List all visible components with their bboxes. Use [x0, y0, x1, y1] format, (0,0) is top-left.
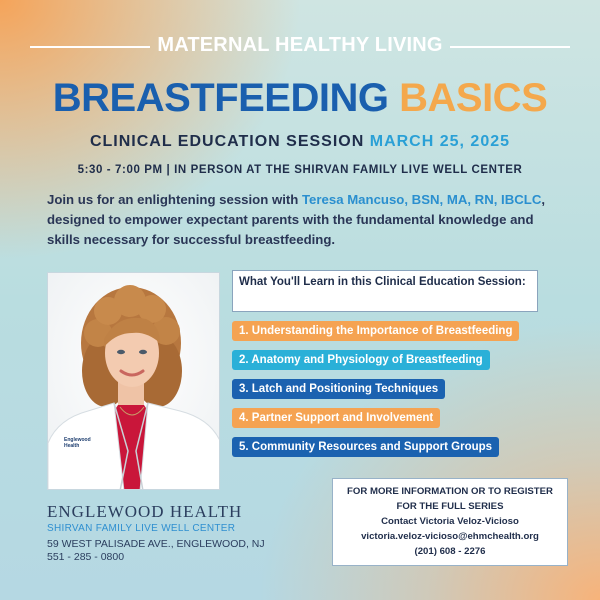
intro-paragraph — [47, 190, 567, 250]
intro-text-after: , designed to empower expectant parents with the fundamental knowledge and skills necessary for successful breastfeeding. — [47, 192, 546, 247]
learn-item-3: 3. Latch and Positioning Techniques — [232, 379, 445, 399]
organization-block — [47, 502, 265, 563]
organization-phone: 551 - 285 - 0800 — [47, 551, 125, 563]
registration-info-box — [332, 478, 568, 566]
event-title — [0, 76, 600, 121]
organization-address: 59 WEST PALISADE AVE., ENGLEWOOD, NJ — [47, 538, 265, 550]
intro-text-before: Join us for an enlightening session with — [47, 192, 302, 207]
learn-item-2: 2. Anatomy and Physiology of Breastfeeding — [232, 350, 490, 370]
session-label: CLINICAL EDUCATION SESSION — [89, 133, 365, 150]
info-email[interactable]: victoria.veloz-vicioso@ehmchealth.org — [361, 531, 539, 542]
info-contact: Contact Victoria Veloz-Vicioso — [381, 516, 519, 527]
learn-item-4: 4. Partner Support and Involvement — [232, 408, 440, 428]
coat-badge-line-2: Health — [64, 443, 80, 449]
coat-badge — [64, 437, 100, 449]
speaker-name: Teresa Mancuso, BSN, MA, RN, IBCLC — [301, 192, 542, 207]
info-phone[interactable]: (201) 608 - 2276 — [414, 546, 486, 557]
info-line-2: FOR THE FULL SERIES — [396, 501, 504, 512]
kicker-heading: MATERNAL HEALTHY LIVING — [157, 34, 443, 56]
title-part-2: BASICS — [399, 76, 548, 120]
info-line-1: FOR MORE INFORMATION OR TO REGISTER — [347, 486, 553, 497]
learn-item-1: 1. Understanding the Importance of Breastfeeding — [232, 321, 519, 341]
session-line — [0, 133, 600, 151]
coat-badge-line-1: Englewood — [64, 437, 91, 443]
learn-heading-box: What You'll Learn in this Clinical Education Session: — [232, 270, 538, 312]
session-date: MARCH 25, 2025 — [369, 133, 511, 150]
title-part-1: BREASTFEEDING — [52, 76, 389, 120]
speaker-portrait-image — [48, 273, 220, 490]
center-name: SHIRVAN FAMILY LIVE WELL CENTER — [47, 523, 236, 534]
organization-name: ENGLEWOOD HEALTH — [47, 502, 243, 521]
speaker-photo — [47, 272, 220, 490]
learn-item-5: 5. Community Resources and Support Groups — [232, 437, 499, 457]
time-location: 5:30 - 7:00 PM | IN PERSON AT THE SHIRVAN FAMILY LIVE WELL CENTER — [77, 164, 523, 176]
